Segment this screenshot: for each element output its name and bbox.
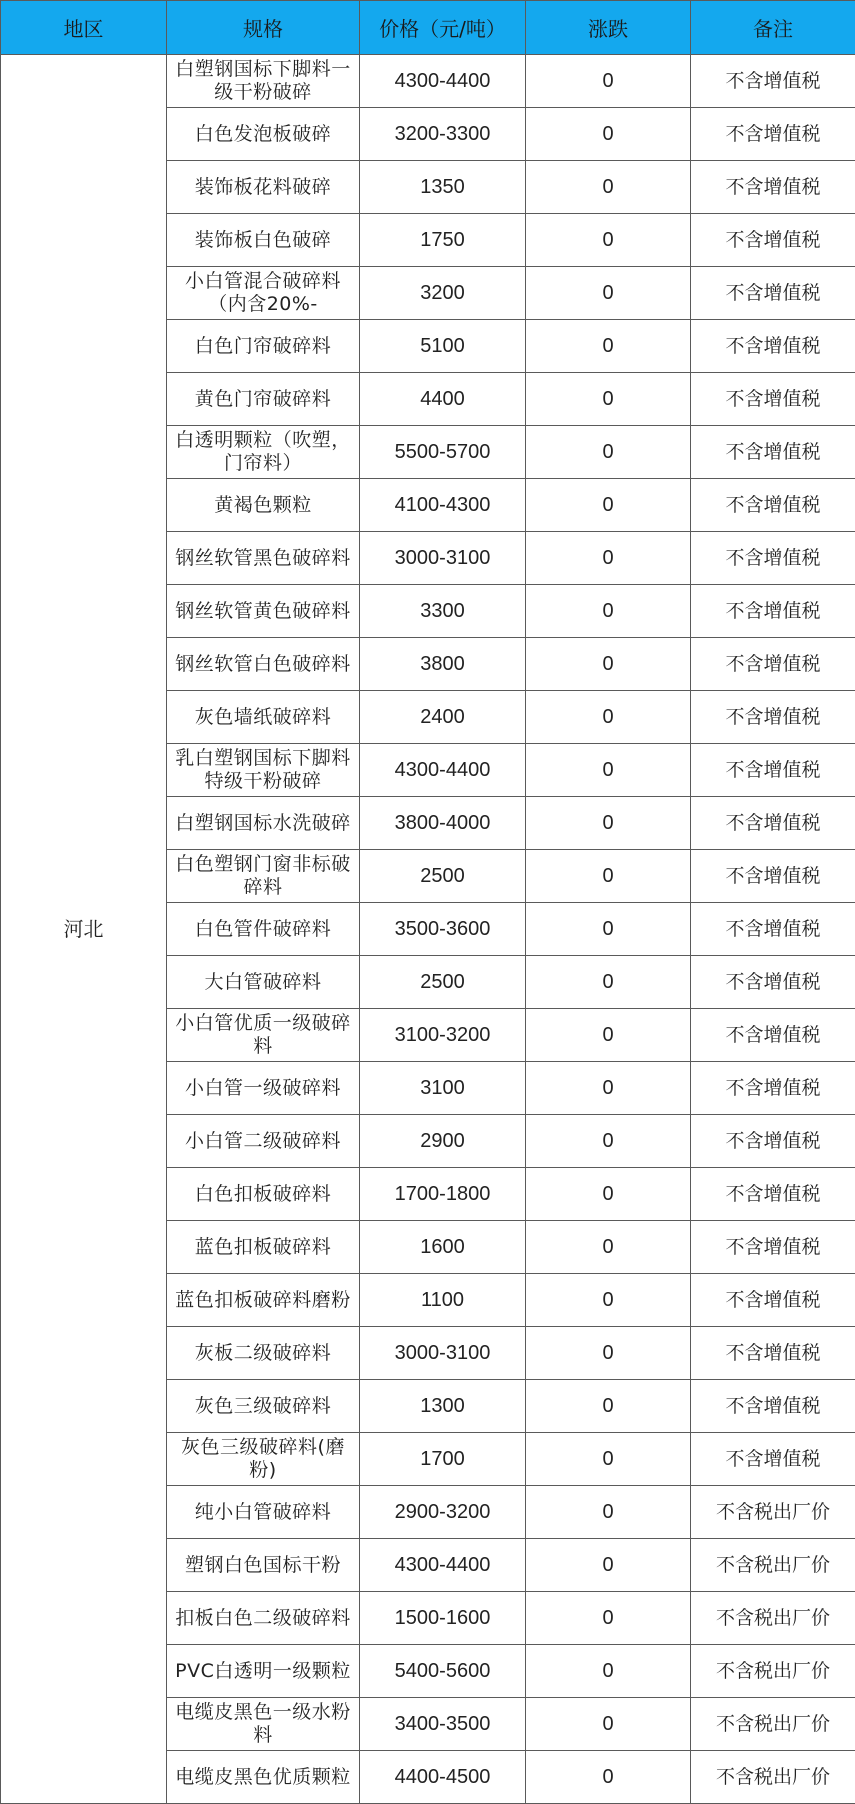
price-cell (360, 1380, 526, 1433)
price-cell (360, 956, 526, 1009)
change-cell (526, 55, 691, 108)
note-cell-text: 不含增值税 (693, 600, 853, 623)
table-body (1, 55, 855, 1804)
price-cell-text: 5400-5600 (362, 1660, 523, 1683)
spec-cell (167, 479, 360, 532)
note-cell-text: 不含增值税 (693, 865, 853, 888)
price-cell-text: 2500 (362, 865, 523, 888)
price-cell-text: 4100-4300 (362, 494, 523, 517)
price-cell (360, 161, 526, 214)
change-cell (526, 267, 691, 320)
change-cell (526, 1539, 691, 1592)
change-cell (526, 903, 691, 956)
change-cell (526, 956, 691, 1009)
spec-cell (167, 1380, 360, 1433)
change-cell (526, 691, 691, 744)
note-cell-text: 不含增值税 (693, 547, 853, 570)
change-cell-text: 0 (528, 1342, 688, 1365)
change-cell-text: 0 (528, 547, 688, 570)
price-cell-text: 1700 (362, 1448, 523, 1471)
note-cell-text: 不含增值税 (693, 123, 853, 146)
note-cell-text: 不含增值税 (693, 1183, 853, 1206)
price-cell (360, 585, 526, 638)
price-cell (360, 1486, 526, 1539)
change-cell-text: 0 (528, 282, 688, 305)
note-cell (691, 161, 855, 214)
change-cell-text: 0 (528, 1077, 688, 1100)
spec-cell-text: 塑钢白色国标干粉 (169, 1554, 357, 1577)
note-cell-text: 不含增值税 (693, 759, 853, 782)
note-cell-text: 不含税出厂价 (693, 1766, 853, 1789)
spec-cell (167, 638, 360, 691)
note-cell-text: 不含税出厂价 (693, 1607, 853, 1630)
change-cell-text: 0 (528, 1395, 688, 1418)
spec-cell-text: 蓝色扣板破碎料 (169, 1236, 357, 1259)
note-cell-text: 不含增值税 (693, 1130, 853, 1153)
change-cell-text: 0 (528, 706, 688, 729)
price-cell-text: 2500 (362, 971, 523, 994)
note-cell-text: 不含税出厂价 (693, 1501, 853, 1524)
change-cell (526, 1009, 691, 1062)
spec-cell (167, 1645, 360, 1698)
change-cell-text: 0 (528, 653, 688, 676)
spec-cell (167, 797, 360, 850)
price-cell-text: 3100 (362, 1077, 523, 1100)
price-cell (360, 373, 526, 426)
note-cell-text: 不含增值税 (693, 1395, 853, 1418)
price-cell-text: 3500-3600 (362, 918, 523, 941)
change-cell (526, 1645, 691, 1698)
price-cell-text: 4300-4400 (362, 759, 523, 782)
price-cell (360, 1221, 526, 1274)
header-price: 价格（元/吨） (360, 1, 526, 55)
change-cell-text: 0 (528, 1713, 688, 1736)
note-cell (691, 108, 855, 161)
note-cell (691, 797, 855, 850)
price-cell-text: 4300-4400 (362, 70, 523, 93)
change-cell-text: 0 (528, 1289, 688, 1312)
spec-cell-text: 白色门帘破碎料 (169, 335, 357, 358)
change-cell-text: 0 (528, 759, 688, 782)
spec-cell-text: 白色发泡板破碎 (169, 123, 357, 146)
note-cell-text: 不含增值税 (693, 335, 853, 358)
header-region: 地区 (1, 1, 167, 55)
note-cell (691, 850, 855, 903)
note-cell (691, 1274, 855, 1327)
price-cell-text: 1500-1600 (362, 1607, 523, 1630)
spec-cell (167, 1062, 360, 1115)
spec-cell (167, 1539, 360, 1592)
change-cell (526, 1698, 691, 1751)
price-cell (360, 1645, 526, 1698)
spec-cell-text: 电缆皮黑色一级水粉料 (169, 1701, 357, 1747)
change-cell (526, 1115, 691, 1168)
note-cell (691, 1168, 855, 1221)
price-cell (360, 426, 526, 479)
spec-cell-text: 乳白塑钢国标下脚料特级干粉破碎 (169, 747, 357, 793)
change-cell (526, 638, 691, 691)
spec-cell-text: 灰色三级破碎料(磨粉) (169, 1436, 357, 1482)
price-cell (360, 1115, 526, 1168)
note-cell (691, 1062, 855, 1115)
spec-cell-text: 小白管二级破碎料 (169, 1130, 357, 1153)
spec-cell (167, 426, 360, 479)
header-row (1, 1, 855, 55)
change-cell-text: 0 (528, 1766, 688, 1789)
change-cell-text: 0 (528, 918, 688, 941)
note-cell (691, 426, 855, 479)
price-cell (360, 1539, 526, 1592)
spec-cell-text: 黄褐色颗粒 (169, 494, 357, 517)
price-cell-text: 5500-5700 (362, 441, 523, 464)
note-cell (691, 638, 855, 691)
change-cell (526, 1168, 691, 1221)
change-cell (526, 1274, 691, 1327)
table-header (1, 1, 855, 55)
change-cell (526, 1433, 691, 1486)
price-cell-text: 3000-3100 (362, 547, 523, 570)
spec-cell-text: 钢丝软管黑色破碎料 (169, 547, 357, 570)
spec-cell (167, 373, 360, 426)
spec-cell (167, 585, 360, 638)
region-cell: 河北 (1, 55, 167, 1804)
price-cell (360, 1592, 526, 1645)
spec-cell (167, 214, 360, 267)
change-cell (526, 161, 691, 214)
spec-cell-text: 灰板二级破碎料 (169, 1342, 357, 1365)
spec-cell (167, 1433, 360, 1486)
price-cell-text: 1700-1800 (362, 1183, 523, 1206)
spec-cell (167, 1698, 360, 1751)
note-cell (691, 691, 855, 744)
change-cell (526, 1327, 691, 1380)
header-change: 涨跌 (526, 1, 691, 55)
change-cell-text: 0 (528, 1607, 688, 1630)
table-row (1, 55, 855, 108)
price-cell (360, 1009, 526, 1062)
change-cell-text: 0 (528, 1501, 688, 1524)
note-cell-text: 不含增值税 (693, 1342, 853, 1365)
price-cell-text: 2900-3200 (362, 1501, 523, 1524)
spec-cell (167, 1592, 360, 1645)
change-cell-text: 0 (528, 335, 688, 358)
spec-cell-text: 装饰板白色破碎 (169, 229, 357, 252)
spec-cell-text: 纯小白管破碎料 (169, 1501, 357, 1524)
note-cell (691, 1592, 855, 1645)
spec-cell (167, 744, 360, 797)
change-cell-text: 0 (528, 1130, 688, 1153)
note-cell (691, 956, 855, 1009)
change-cell-text: 0 (528, 494, 688, 517)
note-cell-text: 不含增值税 (693, 229, 853, 252)
note-cell-text: 不含税出厂价 (693, 1713, 853, 1736)
spec-cell-text: PVC白透明一级颗粒 (169, 1660, 357, 1683)
note-cell-text: 不含增值税 (693, 812, 853, 835)
change-cell-text: 0 (528, 1024, 688, 1047)
price-cell (360, 797, 526, 850)
change-cell-text: 0 (528, 1660, 688, 1683)
change-cell-text: 0 (528, 600, 688, 623)
change-cell-text: 0 (528, 1183, 688, 1206)
price-cell (360, 638, 526, 691)
price-cell (360, 1274, 526, 1327)
note-cell-text: 不含增值税 (693, 1289, 853, 1312)
spec-cell-text: 灰色墙纸破碎料 (169, 706, 357, 729)
change-cell-text: 0 (528, 812, 688, 835)
spec-cell-text: 扣板白色二级破碎料 (169, 1607, 357, 1630)
note-cell (691, 1698, 855, 1751)
change-cell (526, 1221, 691, 1274)
price-cell (360, 532, 526, 585)
spec-cell-text: 蓝色扣板破碎料磨粉 (169, 1289, 357, 1312)
note-cell (691, 744, 855, 797)
price-cell (360, 214, 526, 267)
price-cell (360, 1751, 526, 1804)
change-cell (526, 1380, 691, 1433)
change-cell-text: 0 (528, 123, 688, 146)
price-cell (360, 691, 526, 744)
note-cell-text: 不含增值税 (693, 388, 853, 411)
spec-cell-text: 装饰板花料破碎 (169, 176, 357, 199)
price-cell (360, 744, 526, 797)
price-cell-text: 4300-4400 (362, 1554, 523, 1577)
spec-cell (167, 108, 360, 161)
change-cell-text: 0 (528, 1448, 688, 1471)
change-cell (526, 1486, 691, 1539)
spec-cell-text: 电缆皮黑色优质颗粒 (169, 1766, 357, 1789)
note-cell (691, 214, 855, 267)
change-cell-text: 0 (528, 971, 688, 994)
price-cell (360, 267, 526, 320)
change-cell-text: 0 (528, 1236, 688, 1259)
price-cell (360, 479, 526, 532)
note-cell-text: 不含增值税 (693, 971, 853, 994)
price-cell-text: 1600 (362, 1236, 523, 1259)
note-cell (691, 55, 855, 108)
note-cell (691, 1380, 855, 1433)
note-cell (691, 585, 855, 638)
price-cell-text: 4400-4500 (362, 1766, 523, 1789)
change-cell-text: 0 (528, 176, 688, 199)
spec-cell (167, 1327, 360, 1380)
note-cell-text: 不含增值税 (693, 706, 853, 729)
spec-cell-text: 大白管破碎料 (169, 971, 357, 994)
price-cell-text: 5100 (362, 335, 523, 358)
change-cell (526, 744, 691, 797)
note-cell (691, 1327, 855, 1380)
note-cell-text: 不含增值税 (693, 494, 853, 517)
change-cell (526, 479, 691, 532)
change-cell (526, 850, 691, 903)
note-cell-text: 不含增值税 (693, 918, 853, 941)
note-cell (691, 1486, 855, 1539)
spec-cell (167, 850, 360, 903)
spec-cell-text: 白塑钢国标水洗破碎 (169, 812, 357, 835)
note-cell (691, 903, 855, 956)
spec-cell (167, 532, 360, 585)
spec-cell-text: 小白管混合破碎料（内含20%- (169, 270, 357, 316)
note-cell (691, 267, 855, 320)
price-cell-text: 4400 (362, 388, 523, 411)
note-cell (691, 1009, 855, 1062)
note-cell-text: 不含增值税 (693, 282, 853, 305)
price-cell (360, 1698, 526, 1751)
spec-cell-text: 白塑钢国标下脚料一级干粉破碎 (169, 58, 357, 104)
change-cell-text: 0 (528, 865, 688, 888)
price-cell-text: 3200-3300 (362, 123, 523, 146)
price-cell-text: 1750 (362, 229, 523, 252)
spec-cell-text: 白透明颗粒（吹塑，门帘料） (169, 429, 357, 475)
spec-cell (167, 1168, 360, 1221)
change-cell-text: 0 (528, 388, 688, 411)
change-cell (526, 373, 691, 426)
spec-cell-text: 小白管优质一级破碎料 (169, 1012, 357, 1058)
header-spec: 规格 (167, 1, 360, 55)
spec-cell (167, 320, 360, 373)
change-cell (526, 1592, 691, 1645)
change-cell-text: 0 (528, 441, 688, 464)
change-cell (526, 1062, 691, 1115)
change-cell (526, 108, 691, 161)
spec-cell-text: 白色扣板破碎料 (169, 1183, 357, 1206)
spec-cell-text: 白色塑钢门窗非标破碎料 (169, 853, 357, 899)
spec-cell (167, 691, 360, 744)
spec-cell (167, 267, 360, 320)
spec-cell (167, 1115, 360, 1168)
note-cell-text: 不含增值税 (693, 1448, 853, 1471)
change-cell (526, 1751, 691, 1804)
price-cell (360, 320, 526, 373)
change-cell (526, 320, 691, 373)
price-cell-text: 3100-3200 (362, 1024, 523, 1047)
note-cell (691, 479, 855, 532)
spec-cell-text: 小白管一级破碎料 (169, 1077, 357, 1100)
spec-cell-text: 灰色三级破碎料 (169, 1395, 357, 1418)
price-cell-text: 3800 (362, 653, 523, 676)
price-cell-text: 3300 (362, 600, 523, 623)
price-cell-text: 1300 (362, 1395, 523, 1418)
note-cell-text: 不含税出厂价 (693, 1660, 853, 1683)
spec-cell-text: 白色管件破碎料 (169, 918, 357, 941)
price-cell (360, 1168, 526, 1221)
note-cell-text: 不含增值税 (693, 70, 853, 93)
price-cell (360, 55, 526, 108)
spec-cell (167, 161, 360, 214)
spec-cell-text: 黄色门帘破碎料 (169, 388, 357, 411)
note-cell (691, 1645, 855, 1698)
note-cell-text: 不含增值税 (693, 653, 853, 676)
header-note: 备注 (691, 1, 855, 55)
price-cell (360, 903, 526, 956)
change-cell-text: 0 (528, 229, 688, 252)
note-cell (691, 1115, 855, 1168)
note-cell-text: 不含增值税 (693, 176, 853, 199)
price-cell (360, 850, 526, 903)
price-cell-text: 3200 (362, 282, 523, 305)
change-cell (526, 214, 691, 267)
price-cell (360, 1327, 526, 1380)
price-cell (360, 108, 526, 161)
note-cell-text: 不含税出厂价 (693, 1554, 853, 1577)
spec-cell (167, 1486, 360, 1539)
price-cell (360, 1062, 526, 1115)
price-cell (360, 1433, 526, 1486)
note-cell-text: 不含增值税 (693, 1077, 853, 1100)
note-cell (691, 1539, 855, 1592)
note-cell (691, 1221, 855, 1274)
change-cell (526, 426, 691, 479)
spec-cell (167, 55, 360, 108)
price-cell-text: 3000-3100 (362, 1342, 523, 1365)
price-cell-text: 3400-3500 (362, 1713, 523, 1736)
note-cell (691, 373, 855, 426)
spec-cell (167, 1751, 360, 1804)
change-cell-text: 0 (528, 70, 688, 93)
price-cell-text: 3800-4000 (362, 812, 523, 835)
change-cell (526, 532, 691, 585)
change-cell (526, 797, 691, 850)
note-cell (691, 1751, 855, 1804)
price-cell-text: 1350 (362, 176, 523, 199)
spec-cell (167, 1221, 360, 1274)
change-cell (526, 585, 691, 638)
note-cell-text: 不含增值税 (693, 1236, 853, 1259)
note-cell (691, 320, 855, 373)
spec-cell (167, 956, 360, 1009)
note-cell-text: 不含增值税 (693, 441, 853, 464)
spec-cell (167, 1274, 360, 1327)
change-cell-text: 0 (528, 1554, 688, 1577)
spec-cell-text: 钢丝软管黄色破碎料 (169, 600, 357, 623)
note-cell (691, 1433, 855, 1486)
note-cell (691, 532, 855, 585)
price-cell-text: 1100 (362, 1289, 523, 1312)
spec-cell (167, 1009, 360, 1062)
price-cell-text: 2900 (362, 1130, 523, 1153)
note-cell-text: 不含增值税 (693, 1024, 853, 1047)
price-cell-text: 2400 (362, 706, 523, 729)
spec-cell (167, 903, 360, 956)
spec-cell-text: 钢丝软管白色破碎料 (169, 653, 357, 676)
